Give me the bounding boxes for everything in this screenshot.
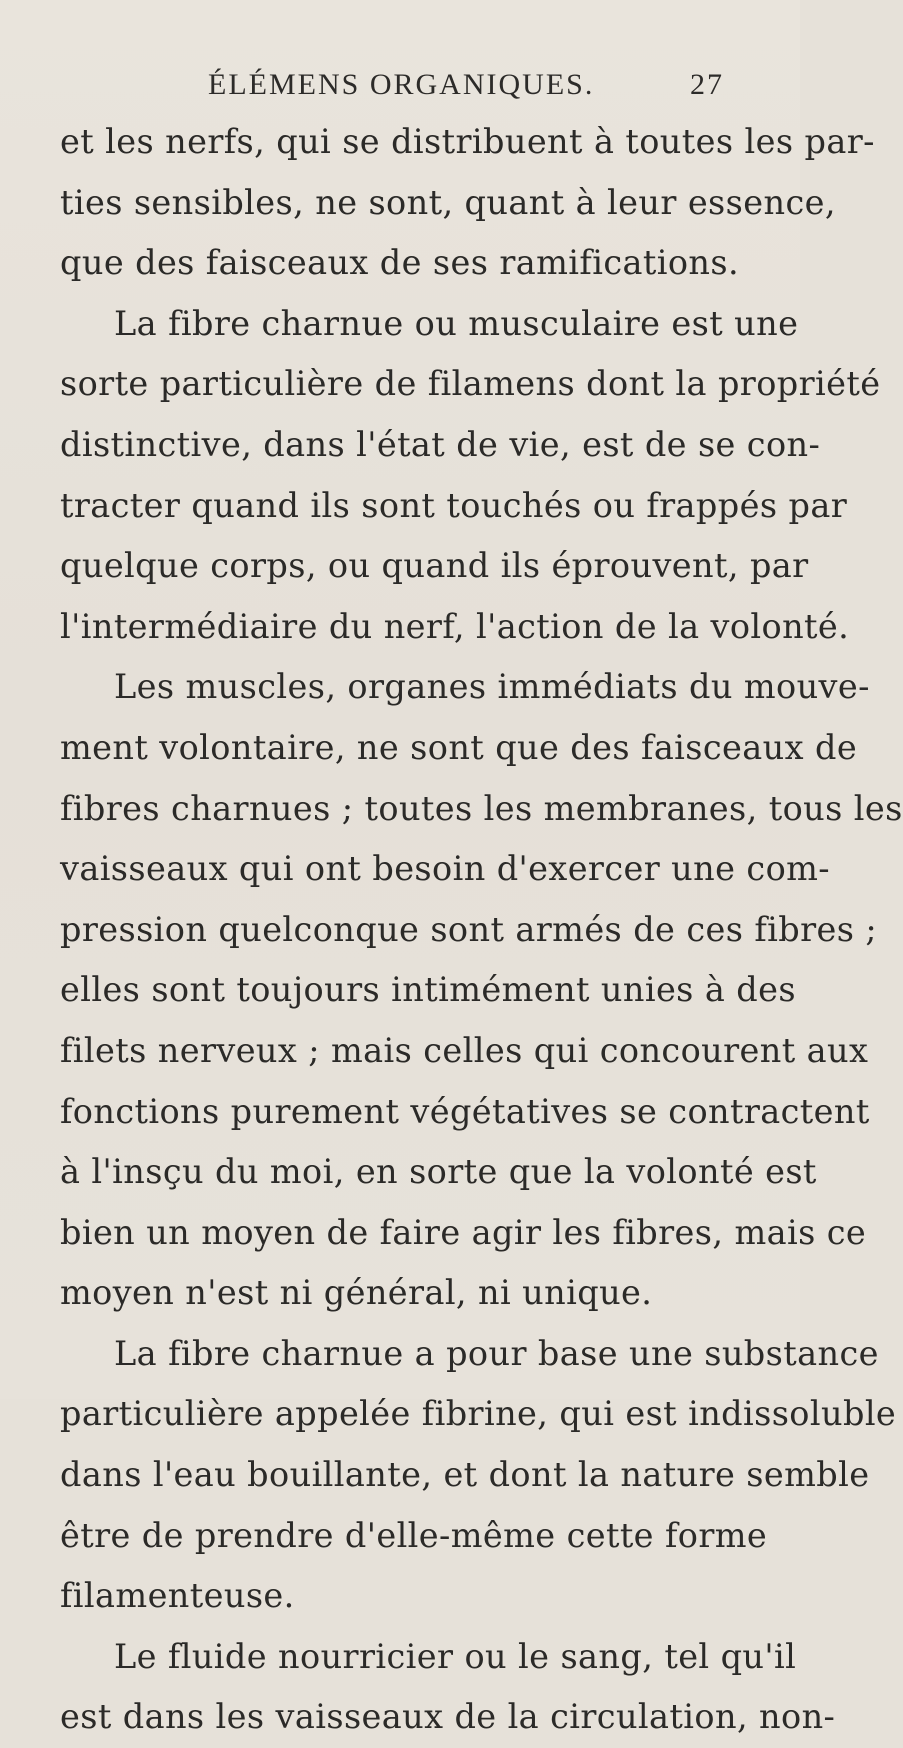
text-line: La fibre charnue ou musculaire est une: [114, 303, 799, 343]
page-header: [60, 68, 780, 108]
text-line: que des faisceaux de ses ramifications.: [60, 243, 740, 283]
text-line: particulière appelée fibrine, qui est indissoluble: [60, 1394, 897, 1434]
text-line: fonctions purement végétatives se contractent: [60, 1091, 870, 1131]
body-text: [60, 112, 903, 1748]
text-line: et les nerfs, qui se distribuent à toutes les par-: [60, 122, 875, 161]
page-number: 27: [690, 68, 724, 101]
text-line: filets nerveux ; mais celles qui concourent aux: [60, 1030, 869, 1070]
text-line: bien un moyen de faire agir les fibres, mais ce: [60, 1212, 867, 1252]
text-line: tracter quand ils sont touchés ou frappés par: [60, 485, 848, 525]
text-line: fibres charnues ; toutes les membranes, tous les: [60, 788, 903, 828]
text-line: vaisseaux qui ont besoin d'exercer une com-: [60, 849, 831, 889]
text-line: sorte particulière de filamens dont la propriété: [60, 364, 881, 404]
text-line: Les muscles, organes immédiats du mouve-: [114, 667, 870, 707]
text-line: à l'insçu du moi, en sorte que la volonté est: [60, 1152, 817, 1192]
text-line: filamenteuse.: [60, 1576, 295, 1616]
text-line: être de prendre d'elle-même cette forme: [60, 1515, 768, 1555]
text-line: dans l'eau bouillante, et dont la nature semble: [60, 1455, 870, 1495]
text-line: quelque corps, ou quand ils éprouvent, par: [60, 546, 809, 586]
text-line: l'intermédiaire du nerf, l'action de la volonté.: [60, 606, 850, 646]
text-line: elles sont toujours intimément unies à des: [60, 970, 796, 1010]
text-line: pression quelconque sont armés de ces fibres ;: [60, 909, 878, 949]
text-line: distinctive, dans l'état de vie, est de se con-: [60, 424, 821, 464]
text-line: ties sensibles, ne sont, quant à leur essence,: [60, 182, 836, 222]
running-head: ÉLÉMENS ORGANIQUES.: [208, 68, 595, 101]
text-line: Le fluide nourricier ou le sang, tel qu'il: [114, 1636, 797, 1676]
text-line: La fibre charnue a pour base une substance: [114, 1333, 879, 1373]
text-line: est dans les vaisseaux de la circulation, non-: [60, 1697, 836, 1737]
text-line: moyen n'est ni général, ni unique.: [60, 1273, 653, 1313]
text-line: ment volontaire, ne sont que des faisceaux de: [60, 727, 858, 767]
